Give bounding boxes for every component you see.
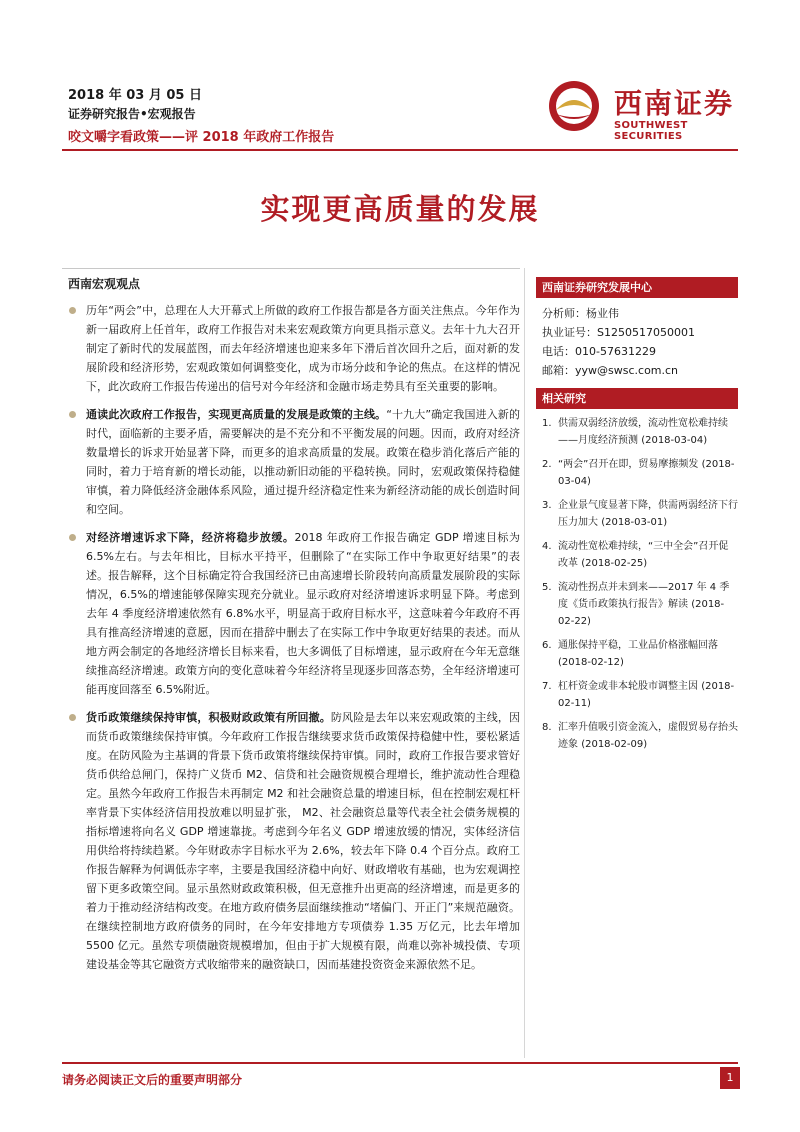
- viewpoint-paragraph: [68, 405, 520, 519]
- analyst-email[interactable]: yyw@swsc.com.cn: [575, 364, 679, 377]
- item-number: 7.: [542, 681, 552, 692]
- footer-divider: [62, 1062, 738, 1064]
- page-title: 实现更高质量的发展: [260, 192, 540, 226]
- analyst-info: [536, 304, 738, 380]
- item-title: 流动性宽松难持续，“三中全会”召开促改革: [558, 541, 729, 569]
- analyst-name-row: [542, 304, 738, 323]
- item-title: 通胀保持平稳，工业品价格涨幅回落: [558, 640, 718, 651]
- right-column: [536, 277, 738, 760]
- series-title: 咬文嚼字看政策——评 2018 年政府工作报告: [68, 130, 335, 145]
- paragraph-lead: 货币政策继续保持审慎，积极财政政策有所回撤。: [86, 711, 331, 724]
- paragraph-text: “十九大”确定我国进入新的时代，面临新的主要矛盾，需要解决的是不充分和不平衡发展的问题。因而，政府对经济数量增长的诉求开始显著下降，而更多的追求高质量的发展。政策在稳步消化落后产能的同时，着力于培育新的增长动能，以推动新旧动能的平稳转换。同时，宏观政策保持稳健审慎，着力降低经济金融体系风险，通过提升经济稳定性来为新经济动能的成长创造时间和空间。: [86, 408, 520, 516]
- logo-text-en: SOUTHWEST SECURITIES: [614, 120, 688, 142]
- item-number: 1.: [542, 418, 552, 429]
- section-divider: [62, 268, 520, 269]
- paragraph-text: 防风险是去年以来宏观政策的主线，因而货币政策继续保持审慎。今年政府工作报告继续要求货币政策保持稳健中性，要松紧适度。在防风险为主基调的背景下货币政策将继续保持审慎。同时，政府工作报告要求管好货币供给总闸门，保持广义货币 M2、信贷和社会融资规模合理增长，维护流动性合理稳定。虽然今年政府工作报告未再制定 M2 和社会融资总量的增速目标，但在控制宏观杠杆率背景下实体经济信用投放难以明显扩张， M2、社会融资总量等代表全社会债务规模的指标增速将向名义 GDP 增速靠拢。考虑到今年名义 GDP 增速放缓的情况，实体经济信用供给将持续趋紧。今年财政赤字目标水平为 2.6%，较去年下降 0.4 个百分点。政府工作报告解释为何调低赤字率，主要是我国经济稳中向好、财政增收有基础，也为宏观调控留下更多政策空间。显示虽然财政政策积极，但无意推升出更高的经济增速，而是更多的着力于推动经济结构改变。在地方政府债务层面继续推动“堵偏门、开正门”来规范融资。在继续控制地方政府债务的同时，在今年安排地方专项债券 1.35 万亿元，比去年增加 5500 亿元。虽然专项债融资规模增加，但由于扩大规模有限，尚难以弥补城投债、专项建设基金等其它融资方式收缩带来的融资缺口，因而基建投资资金来源依然不足。: [86, 711, 521, 971]
- left-section-heading: 西南宏观观点: [68, 277, 141, 291]
- list-item[interactable]: [542, 456, 738, 490]
- column-divider: [524, 268, 525, 1058]
- item-number: 6.: [542, 640, 552, 651]
- item-date: (2018-02-11): [558, 681, 735, 709]
- list-item[interactable]: [542, 678, 738, 712]
- list-item[interactable]: [542, 579, 738, 630]
- report-type: 证券研究报告•宏观报告: [68, 107, 196, 121]
- analyst-name-label: 分析师：: [542, 307, 586, 320]
- bullet-icon: [69, 307, 76, 314]
- footer-disclaimer: 请务必阅读正文后的重要声明部分: [62, 1073, 243, 1087]
- item-date: (2018-03-04): [641, 435, 708, 446]
- item-date: (2018-03-01): [601, 517, 668, 528]
- item-date: (2018-02-25): [581, 558, 648, 569]
- analyst-phone: 010-57631229: [575, 345, 656, 358]
- logo-emblem-icon: [548, 80, 600, 132]
- item-number: 4.: [542, 541, 552, 552]
- item-date: (2018-02-12): [558, 657, 624, 668]
- viewpoint-paragraph: [68, 708, 520, 974]
- paragraph-lead: 通读此次政府工作报告，实现更高质量的发展是政策的主线。: [86, 408, 387, 421]
- list-item[interactable]: [542, 719, 738, 753]
- analyst-email-label: 邮箱：: [542, 364, 575, 377]
- item-number: 2.: [542, 459, 552, 470]
- analyst-phone-label: 电话：: [542, 345, 575, 358]
- item-title: 杠杆资金或非本轮股市调整主因: [558, 681, 698, 692]
- related-research-title: 相关研究: [536, 388, 738, 409]
- list-item[interactable]: [542, 497, 738, 531]
- paragraph-text: 2018 年政府工作报告确定 GDP 增速目标为 6.5%左右。与去年相比，目标水平持平，但删除了“在实际工作中争取更好结果”的表述。报告解释，这个目标确定符合我国经济已由高速增长阶段转向高质量发展阶段的实际情况，6.5%的增速能够保障实现充分就业。显示政府对经济增速诉求明显下降。考虑到去年 4 季度经济增速依然有 6.8%水平，明显高于政府目标水平，这意味着今年政府不再具有推高经济增速的意愿，因而在措辞中删去了在实际工作中争取更好结果的表述。而从地方两会制定的各地经济增长目标来看，也大多调低了目标增速，显示政府在今年无意继续推高经济增速。政策方向的变化意味着今年经济将呈现逐步回落态势，全年经济增速可能再度回落至 6.5%附近。: [86, 531, 520, 696]
- viewpoint-paragraph: [68, 528, 520, 699]
- item-title: 企业景气度显著下降，供需两弱经济下行压力加大: [558, 500, 738, 528]
- list-item[interactable]: [542, 637, 738, 671]
- bullet-icon: [69, 714, 76, 721]
- item-date: (2018-02-09): [581, 739, 648, 750]
- paragraph-lead: 对经济增速诉求下降，经济将稳步放缓。: [86, 531, 295, 544]
- page-number: 1: [720, 1067, 740, 1089]
- paragraph-text: 历年“两会”中，总理在人大开幕式上所做的政府工作报告都是各方面关注焦点。今年作为新一届政府上任首年，政府工作报告对未来宏观政策方向更具指示意义。去年十九大召开制定了新时代的发展蓝图，而去年经济增速也迎来多年下滑后首次回升之后，面对新的发展阶段和经济形势，宏观政策如何调整变化，成为市场分歧和争论的焦点。在这样的情况下，此次政府工作报告传递出的信号对今年经济和金融市场走势具有至关重要的影响。: [86, 304, 520, 393]
- list-item[interactable]: [542, 415, 738, 449]
- viewpoint-paragraph: [68, 301, 520, 396]
- item-title: “两会”召开在即，贸易摩擦频发: [558, 459, 699, 470]
- company-logo: [548, 76, 748, 142]
- bullet-icon: [69, 534, 76, 541]
- bullet-icon: [69, 411, 76, 418]
- item-number: 3.: [542, 500, 552, 511]
- report-date: 2018 年 03 月 05 日: [68, 88, 202, 103]
- header-divider: [62, 149, 738, 151]
- analyst-phone-row: [542, 342, 738, 361]
- list-item[interactable]: [542, 538, 738, 572]
- analyst-license: S1250517050001: [597, 326, 695, 339]
- related-research-list: [536, 415, 738, 753]
- analyst-license-label: 执业证号：: [542, 326, 597, 339]
- research-center-title: 西南证券研究发展中心: [536, 277, 738, 298]
- item-date: (2018-02-22): [558, 599, 725, 627]
- item-title: 供需双弱经济放缓，流动性宽松难持续——月度经济预测: [558, 418, 728, 446]
- item-title: 汇率升值吸引资金流入，虚假贸易存抬头迹象: [558, 722, 738, 750]
- analyst-name: 杨业伟: [586, 307, 619, 320]
- item-date: (2018-03-04): [558, 459, 735, 487]
- logo-text-cn: 西南证券: [614, 87, 735, 120]
- analyst-email-row: [542, 361, 738, 380]
- item-title: 流动性拐点并未到来——2017 年 4 季度《货币政策执行报告》解读: [558, 582, 730, 610]
- item-number: 5.: [542, 582, 552, 593]
- analyst-license-row: [542, 323, 738, 342]
- item-number: 8.: [542, 722, 552, 733]
- left-column: [68, 301, 520, 983]
